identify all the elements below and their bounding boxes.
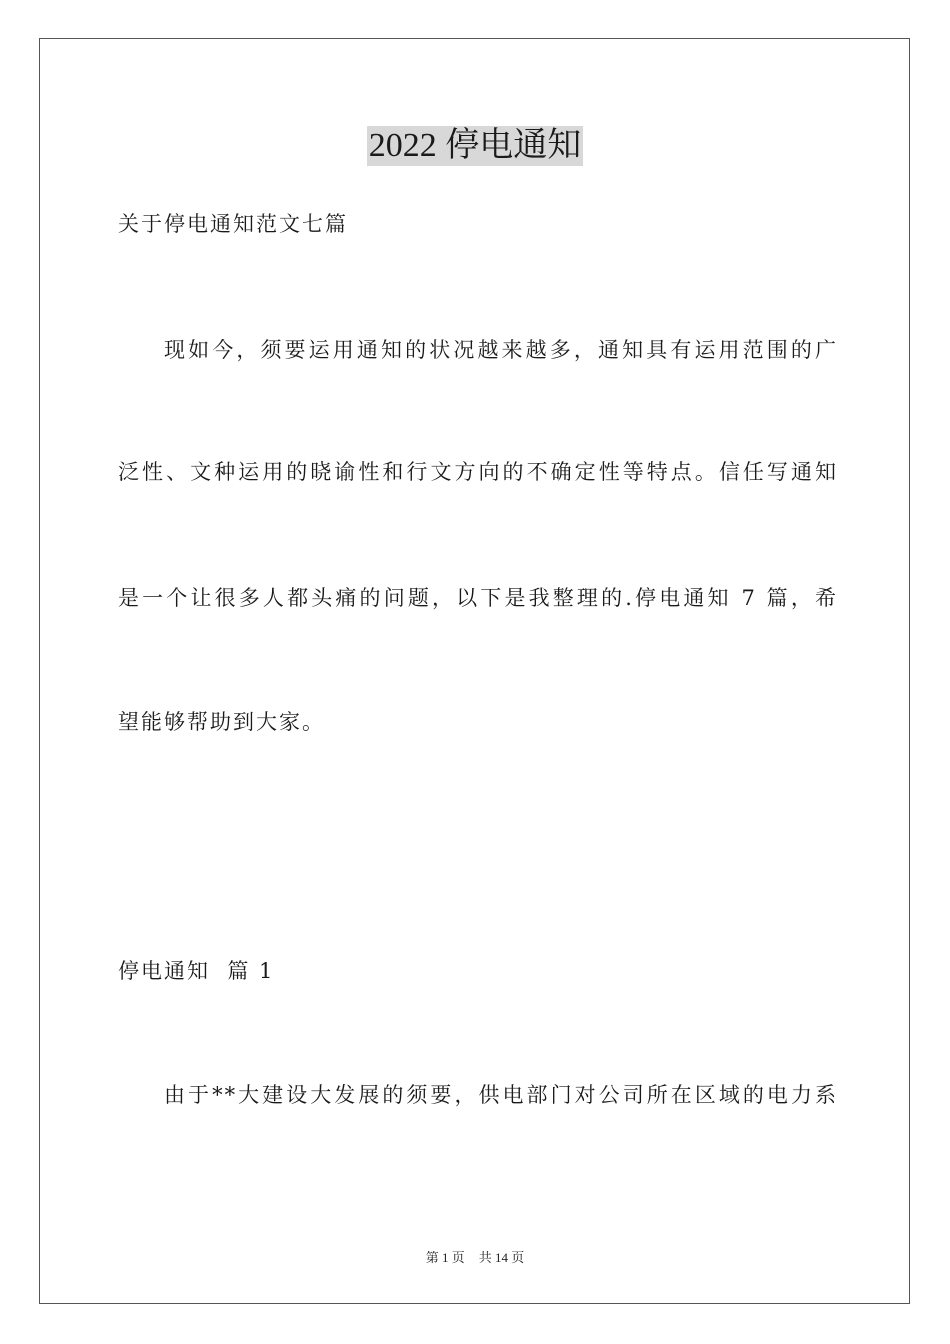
intro-line-4: 望能够帮助到大家。 bbox=[118, 710, 325, 734]
page-total: 共 14 页 bbox=[478, 1250, 525, 1265]
page-number: 第 1 页 bbox=[425, 1250, 465, 1265]
document-subtitle: 关于停电通知范文七篇 bbox=[118, 212, 348, 236]
section-heading: 停电通知 篇 1 bbox=[118, 959, 275, 983]
intro-line-2: 泛性、文种运用的晓谕性和行文方向的不确定性等特点。信任写通知 bbox=[118, 460, 838, 484]
document-title-text: 2022 停电通知 bbox=[368, 127, 582, 164]
intro-line-1: 现如今，须要运用通知的状况越来越多，通知具有运用范围的广 bbox=[164, 338, 838, 362]
page-footer bbox=[0, 1247, 950, 1266]
intro-line-3: 是一个让很多人都头痛的问题，以下是我整理的.停电通知 7 篇，希 bbox=[118, 586, 838, 610]
document-title bbox=[0, 126, 950, 166]
section-line-1: 由于**大建设大发展的须要，供电部门对公司所在区域的电力系 bbox=[164, 1083, 838, 1107]
